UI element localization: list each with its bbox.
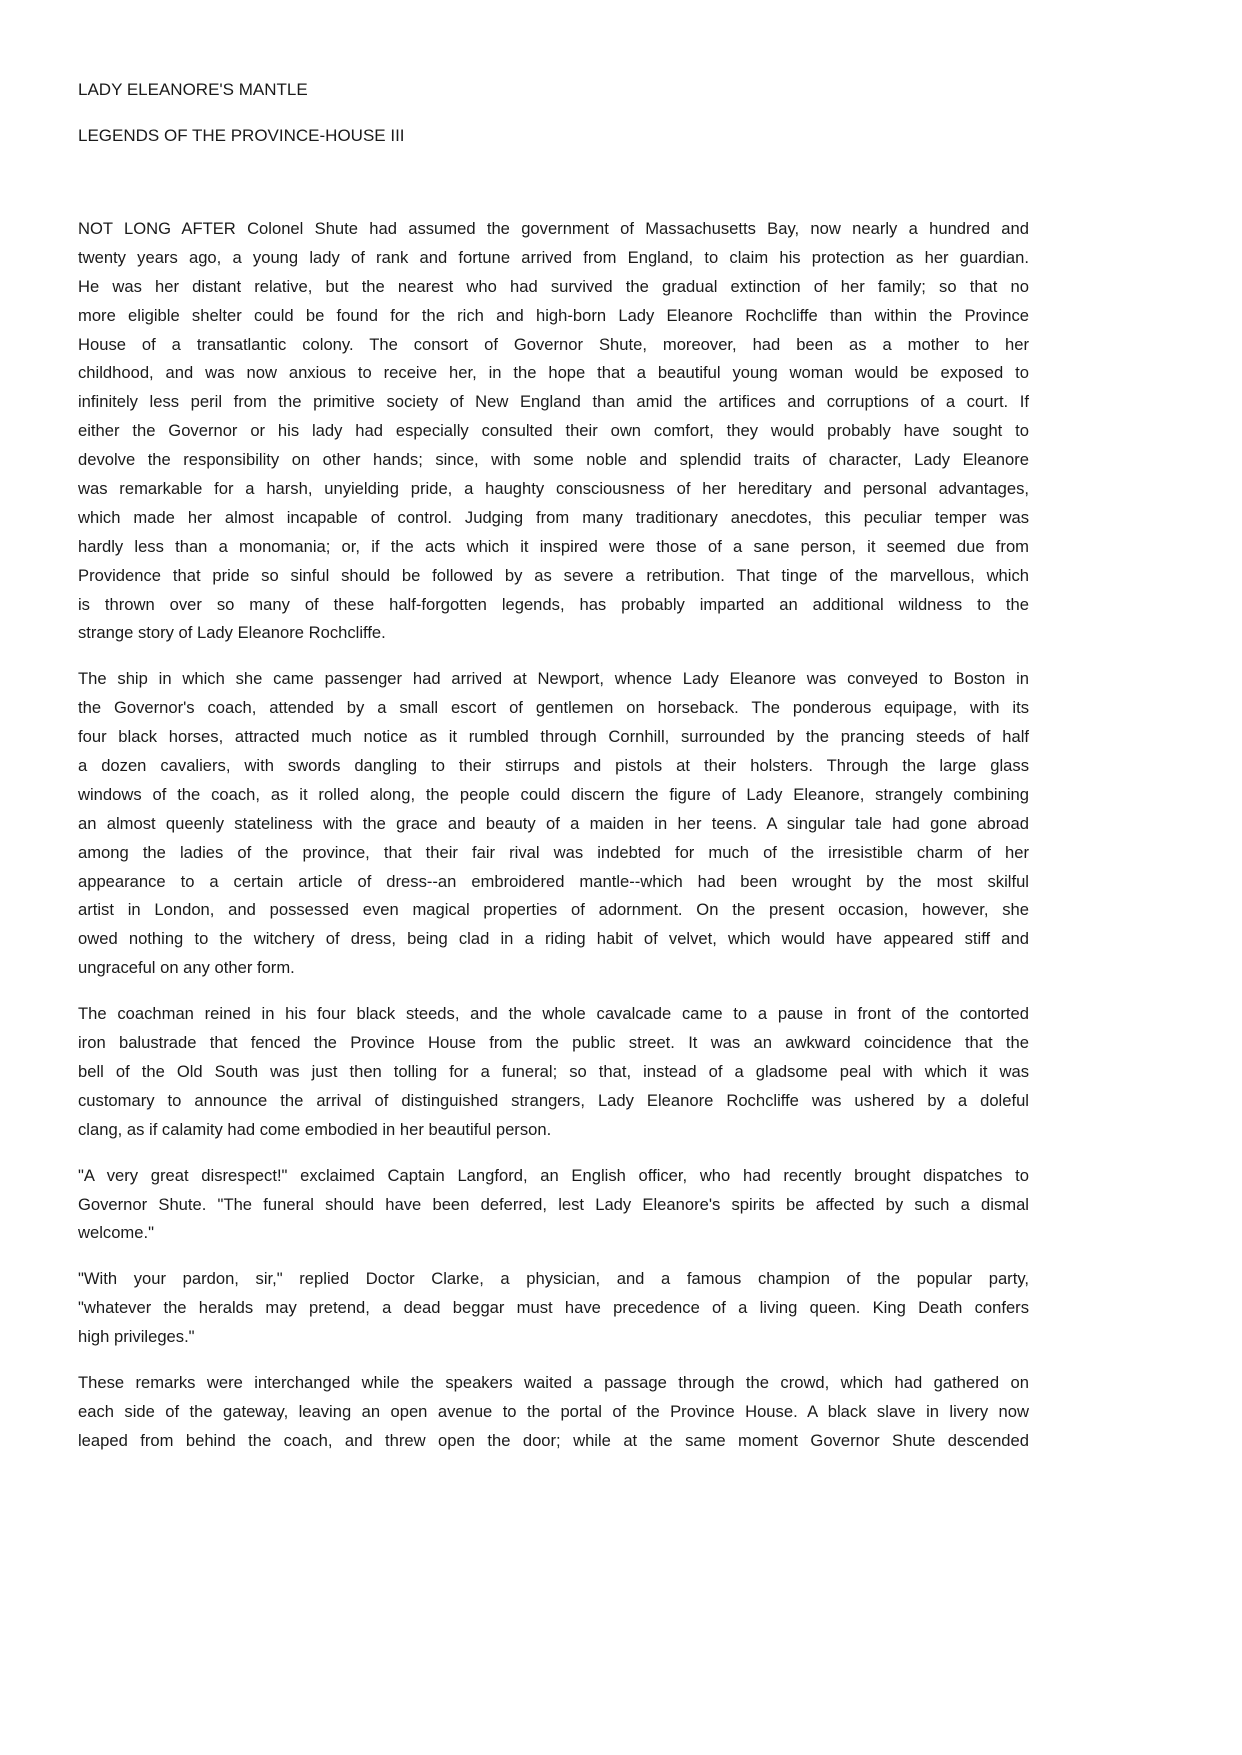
text-line: Providence that pride so sinful should be followed by as severe a retribution. That tinge of the marvellous, which	[78, 565, 1029, 585]
paragraph	[78, 665, 1029, 983]
text-line: appearance to a certain article of dress--an embroidered mantle--which had been wrought by the most skilful	[78, 871, 1029, 891]
text-line: These remarks were interchanged while the speakers waited a passage through the crowd, which had gathered on	[78, 1372, 1029, 1392]
text-line: NOT LONG AFTER Colonel Shute had assumed the government of Massachusetts Bay, now nearly a hundred and	[78, 219, 1029, 238]
text-line: infinitely less peril from the primitive society of New England than amid the artifices and corruptions of a court. If	[78, 392, 1029, 412]
text-line: Governor Shute. "The funeral should have been deferred, lest Lady Eleanore's spirits be affected by such a dismal	[78, 1194, 1029, 1214]
text-line: the Governor's coach, attended by a small escort of gentlemen on horseback. The ponderous equipage, with its	[78, 698, 1029, 718]
document-subtitle: LEGENDS OF THE PROVINCE-HOUSE III	[78, 126, 405, 145]
paragraph	[78, 1000, 1029, 1144]
text-line: was remarkable for a harsh, unyielding pride, a haughty consciousness of her hereditary and personal advantages,	[78, 479, 1029, 499]
paragraph	[78, 1162, 1029, 1249]
text-line: is thrown over so many of these half-forgotten legends, has probably imparted an additional wildness to the	[78, 594, 1029, 614]
text-line: House of a transatlantic colony. The consort of Governor Shute, moreover, had been as a mother to her	[78, 334, 1029, 354]
text-line: a dozen cavaliers, with swords dangling to their stirrups and pistols at their holsters. Through the large glass	[78, 756, 1029, 776]
text-line: ungraceful on any other form.	[78, 958, 295, 978]
text-line: strange story of Lady Eleanore Rochcliffe.	[78, 623, 386, 643]
text-line: which made her almost incapable of control. Judging from many traditionary anecdotes, this peculiar temper was	[78, 507, 1029, 527]
text-line: He was her distant relative, but the nearest who had survived the gradual extinction of her family; so that no	[78, 276, 1029, 296]
document-title: LADY ELEANORE'S MANTLE	[78, 80, 308, 99]
text-line: each side of the gateway, leaving an open avenue to the portal of the Province House. A black slave in livery now	[78, 1401, 1029, 1421]
text-line: high privileges."	[78, 1327, 195, 1347]
text-line: among the ladies of the province, that their fair rival was indebted for much of the irresistible charm of her	[78, 842, 1029, 862]
text-line: twenty years ago, a young lady of rank and fortune arrived from England, to claim his protection as her guardian.	[78, 247, 1029, 267]
paragraph	[78, 215, 1029, 648]
text-line: devolve the responsibility on other hands; since, with some noble and splendid traits of character, Lady Eleanore	[78, 450, 1029, 470]
paragraph	[78, 1369, 1029, 1456]
text-line: bell of the Old South was just then tolling for a funeral; so that, instead of a gladsome peal with which it was	[78, 1061, 1029, 1081]
text-line: welcome."	[78, 1223, 154, 1243]
text-line: owed nothing to the witchery of dress, being clad in a riding habit of velvet, which would have appeared stiff and	[78, 929, 1029, 949]
paragraph	[78, 1265, 1029, 1352]
text-line: hardly less than a monomania; or, if the acts which it inspired were those of a sane person, it seemed due from	[78, 536, 1029, 556]
text-line: childhood, and was now anxious to receive her, in the hope that a beautiful young woman would be exposed to	[78, 363, 1029, 383]
text-line: more eligible shelter could be found for the rich and high-born Lady Eleanore Rochcliffe than within the Province	[78, 305, 1029, 325]
text-line: an almost queenly stateliness with the grace and beauty of a maiden in her teens. A singular tale had gone abroad	[78, 813, 1029, 833]
text-line: windows of the coach, as it rolled along, the people could discern the figure of Lady Eleanore, strangely combining	[78, 784, 1029, 804]
text-line: customary to announce the arrival of distinguished strangers, Lady Eleanore Rochcliffe was ushered by a doleful	[78, 1090, 1029, 1110]
document-body	[78, 215, 1029, 1473]
text-line: iron balustrade that fenced the Province House from the public street. It was an awkward coincidence that the	[78, 1033, 1029, 1053]
text-line: The coachman reined in his four black steeds, and the whole cavalcade came to a pause in front of the contorted	[78, 1004, 1029, 1024]
text-line: either the Governor or his lady had especially consulted their own comfort, they would probably have sought to	[78, 421, 1029, 441]
text-line: artist in London, and possessed even magical properties of adornment. On the present occasion, however, she	[78, 900, 1029, 920]
text-line: "With your pardon, sir," replied Doctor Clarke, a physician, and a famous champion of the popular party,	[78, 1269, 1029, 1289]
text-line: The ship in which she came passenger had arrived at Newport, whence Lady Eleanore was conveyed to Boston in	[78, 669, 1029, 689]
text-line: "A very great disrespect!" exclaimed Captain Langford, an English officer, who had recently brought dispatches to	[78, 1165, 1029, 1185]
text-line: clang, as if calamity had come embodied in her beautiful person.	[78, 1119, 552, 1139]
text-line: four black horses, attracted much notice as it rumbled through Cornhill, surrounded by the prancing steeds of half	[78, 727, 1029, 747]
text-line: "whatever the heralds may pretend, a dead beggar must have precedence of a living queen. King Death confers	[78, 1298, 1029, 1318]
text-line: leaped from behind the coach, and threw open the door; while at the same moment Governor Shute descended	[78, 1430, 1029, 1450]
